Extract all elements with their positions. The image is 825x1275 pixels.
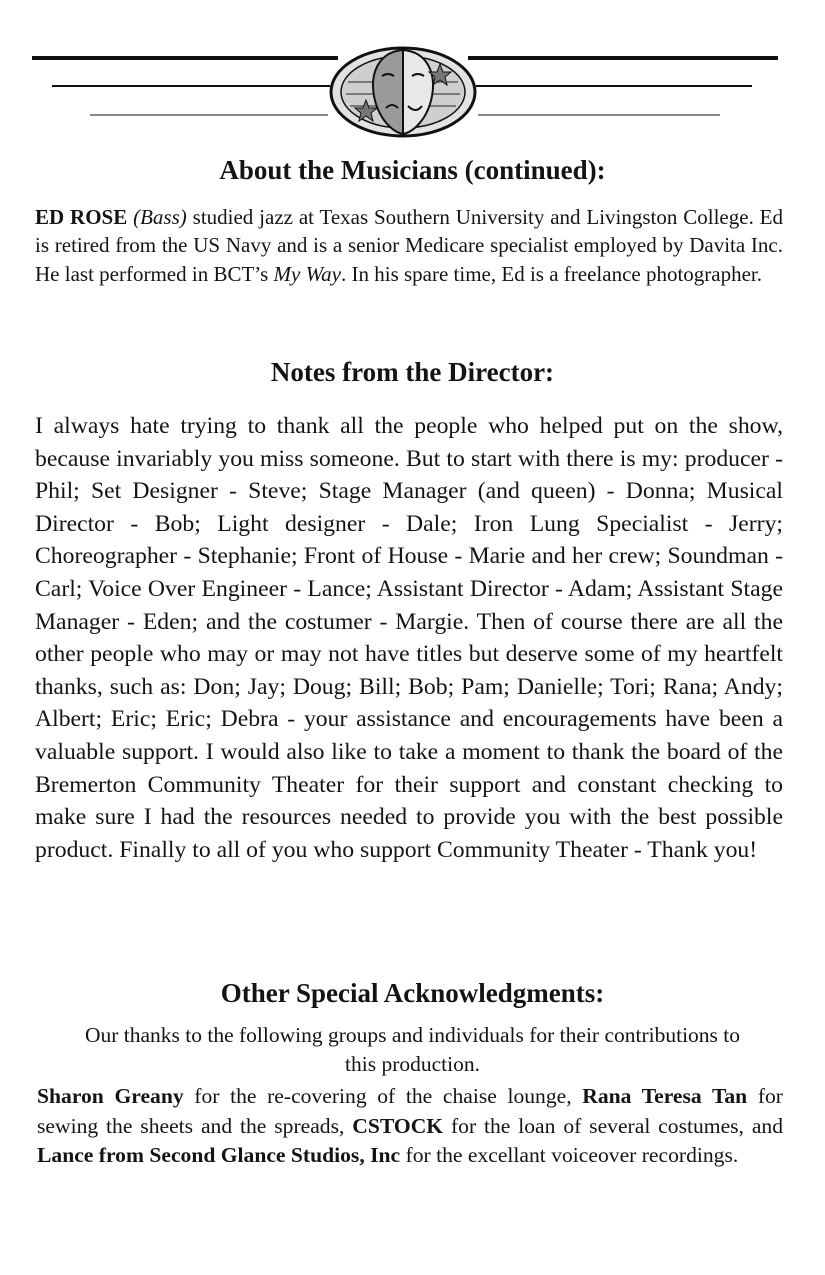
theater-masks-emblem-icon bbox=[331, 48, 475, 136]
acknowledgments-intro: Our thanks to the following groups and individuals for their contributions to this production. bbox=[84, 1023, 741, 1076]
ack-name-2: Rana Teresa Tan bbox=[582, 1084, 748, 1108]
musician-text-2: . In his spare time, Ed is a freelance photographer. bbox=[341, 261, 763, 286]
musicians-heading: About the Musicians (continued): bbox=[219, 155, 606, 185]
musician-instrument: (Bass) bbox=[133, 205, 187, 229]
ack-name-1: Sharon Greany bbox=[37, 1084, 184, 1108]
ack-text-2: for sewing the sheets and the spreads, bbox=[37, 1084, 783, 1138]
ack-name-4: Lance from Second Glance Studios, Inc bbox=[37, 1143, 401, 1167]
ack-text-3: for the loan of several costumes, and bbox=[443, 1113, 783, 1138]
show-title: My Way bbox=[273, 261, 341, 286]
ack-text-4: for the excellant voiceover recordings. bbox=[400, 1143, 739, 1167]
musician-bio bbox=[35, 203, 783, 288]
acknowledgments-heading: Other Special Acknowledgments: bbox=[220, 978, 605, 1008]
header-ornament bbox=[30, 44, 780, 140]
ack-text-1: for the re-covering of the chaise lounge, bbox=[183, 1084, 583, 1108]
acknowledgments-text bbox=[37, 1082, 783, 1171]
director-notes: I always hate trying to thank all the people who helped put on the show, because invariably you miss someone. But to start with there is my: producer - Phil; Set Designer - Steve; Stage Manager (and queen) - Donna; Musical Director - Bob; Light designer - Dale; Iron Lung Specialist - Jerry; Choreographer - Stephanie; Front of House - Marie and her crew; Soundman - Carl; Voice Over Engineer - Lance; Assistant Director - Adam; Assistant Stage Manager - Eden; and the costumer - Margie. Then of course there are all the other people who may or may not have titles but deserve some of my heartfelt thanks, such as: Don; Jay; Doug; Bill; Bob; Pam; Danielle; Tori; Rana; Andy; Albert; Eric; Eric; Debra - your assistance and encouragements have been a valuable support. I would also like to take a moment to thank the board of the Bremerton Community Theater for their support and constant checking to make sure I had the resources needed to provide you with the best possible product. Finally to all of you who support Community Theater - Thank you! bbox=[35, 413, 783, 863]
musician-text-1: studied jazz at Texas Southern University and Livingston College. Ed is retired from the US Navy and is a senior Medicare specialist employed by Davita Inc. He last performed in BCT’s bbox=[35, 205, 784, 286]
musician-name: ED ROSE bbox=[35, 205, 128, 229]
director-heading: Notes from the Director: bbox=[270, 357, 555, 387]
ack-name-3: CSTOCK bbox=[352, 1113, 444, 1138]
